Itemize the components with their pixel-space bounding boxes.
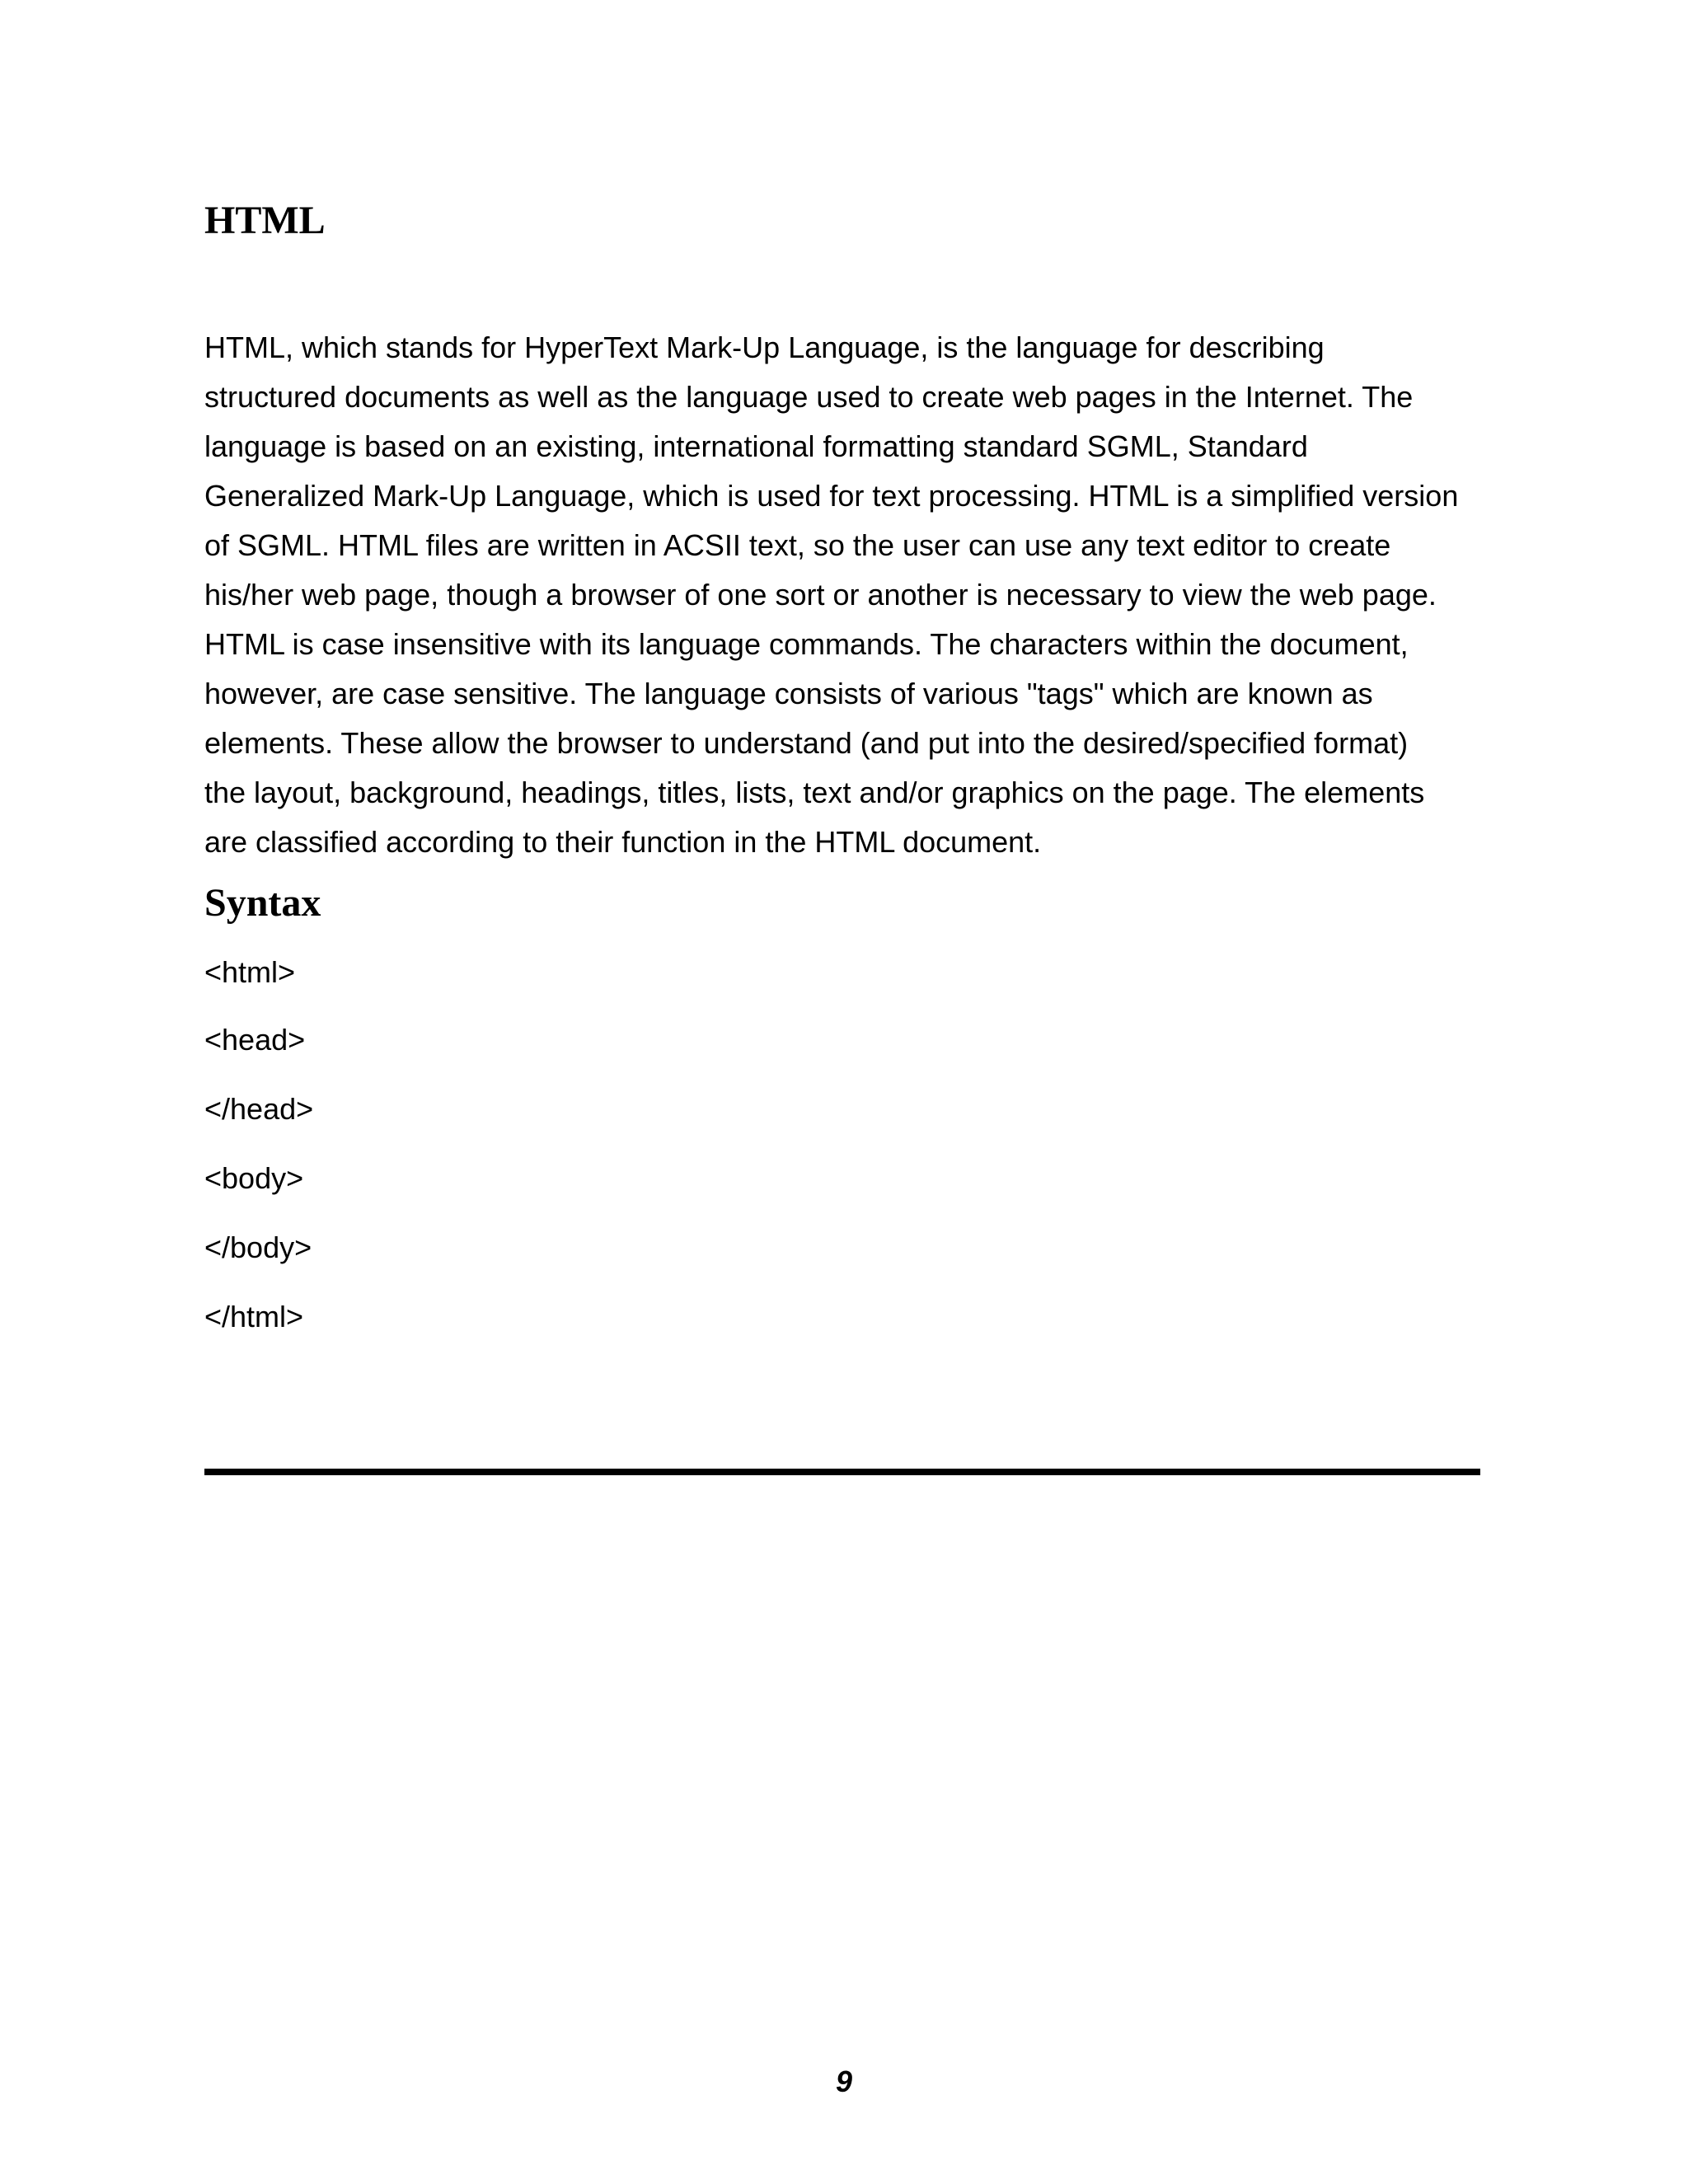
paragraph-line: structured documents as well as the language used to create web pages in the Internet. The xyxy=(204,380,1414,414)
syntax-line-html-open: <html> xyxy=(204,955,296,989)
syntax-line-head-open: <head> xyxy=(204,1023,306,1057)
syntax-line-html-close: </html> xyxy=(204,1300,304,1333)
paragraph-line: his/her web page, though a browser of one sort or another is necessary to view the web page. xyxy=(204,578,1437,612)
paragraph-line: are classified according to their function in the HTML document. xyxy=(204,825,1042,859)
body-paragraph xyxy=(204,323,1490,867)
syntax-heading: Syntax xyxy=(204,881,321,925)
paragraph-line: of SGML. HTML files are written in ACSII text, so the user can use any text editor to create xyxy=(204,528,1391,562)
paragraph-line: the layout, background, headings, titles, lists, text and/or graphics on the page. The elements xyxy=(204,776,1425,809)
paragraph-line: HTML is case insensitive with its language commands. The characters within the document, xyxy=(204,627,1409,661)
paragraph-line: language is based on an existing, international formatting standard SGML, Standard xyxy=(204,429,1308,463)
page-number: 9 xyxy=(835,2064,853,2098)
paragraph-line: however, are case sensitive. The language consists of various "tags" which are known as xyxy=(204,677,1373,710)
paragraph-line: HTML, which stands for HyperText Mark-Up Language, is the language for describing xyxy=(204,330,1325,364)
horizontal-rule xyxy=(204,1469,1480,1475)
paragraph-line: Generalized Mark-Up Language, which is used for text processing. HTML is a simplified version xyxy=(204,479,1459,513)
syntax-line-head-close: </head> xyxy=(204,1092,314,1126)
syntax-line-body-open: <body> xyxy=(204,1161,304,1195)
paragraph-line: elements. These allow the browser to understand (and put into the desired/specified format) xyxy=(204,726,1409,760)
page-title: HTML xyxy=(204,199,326,242)
syntax-line-body-close: </body> xyxy=(204,1230,312,1264)
